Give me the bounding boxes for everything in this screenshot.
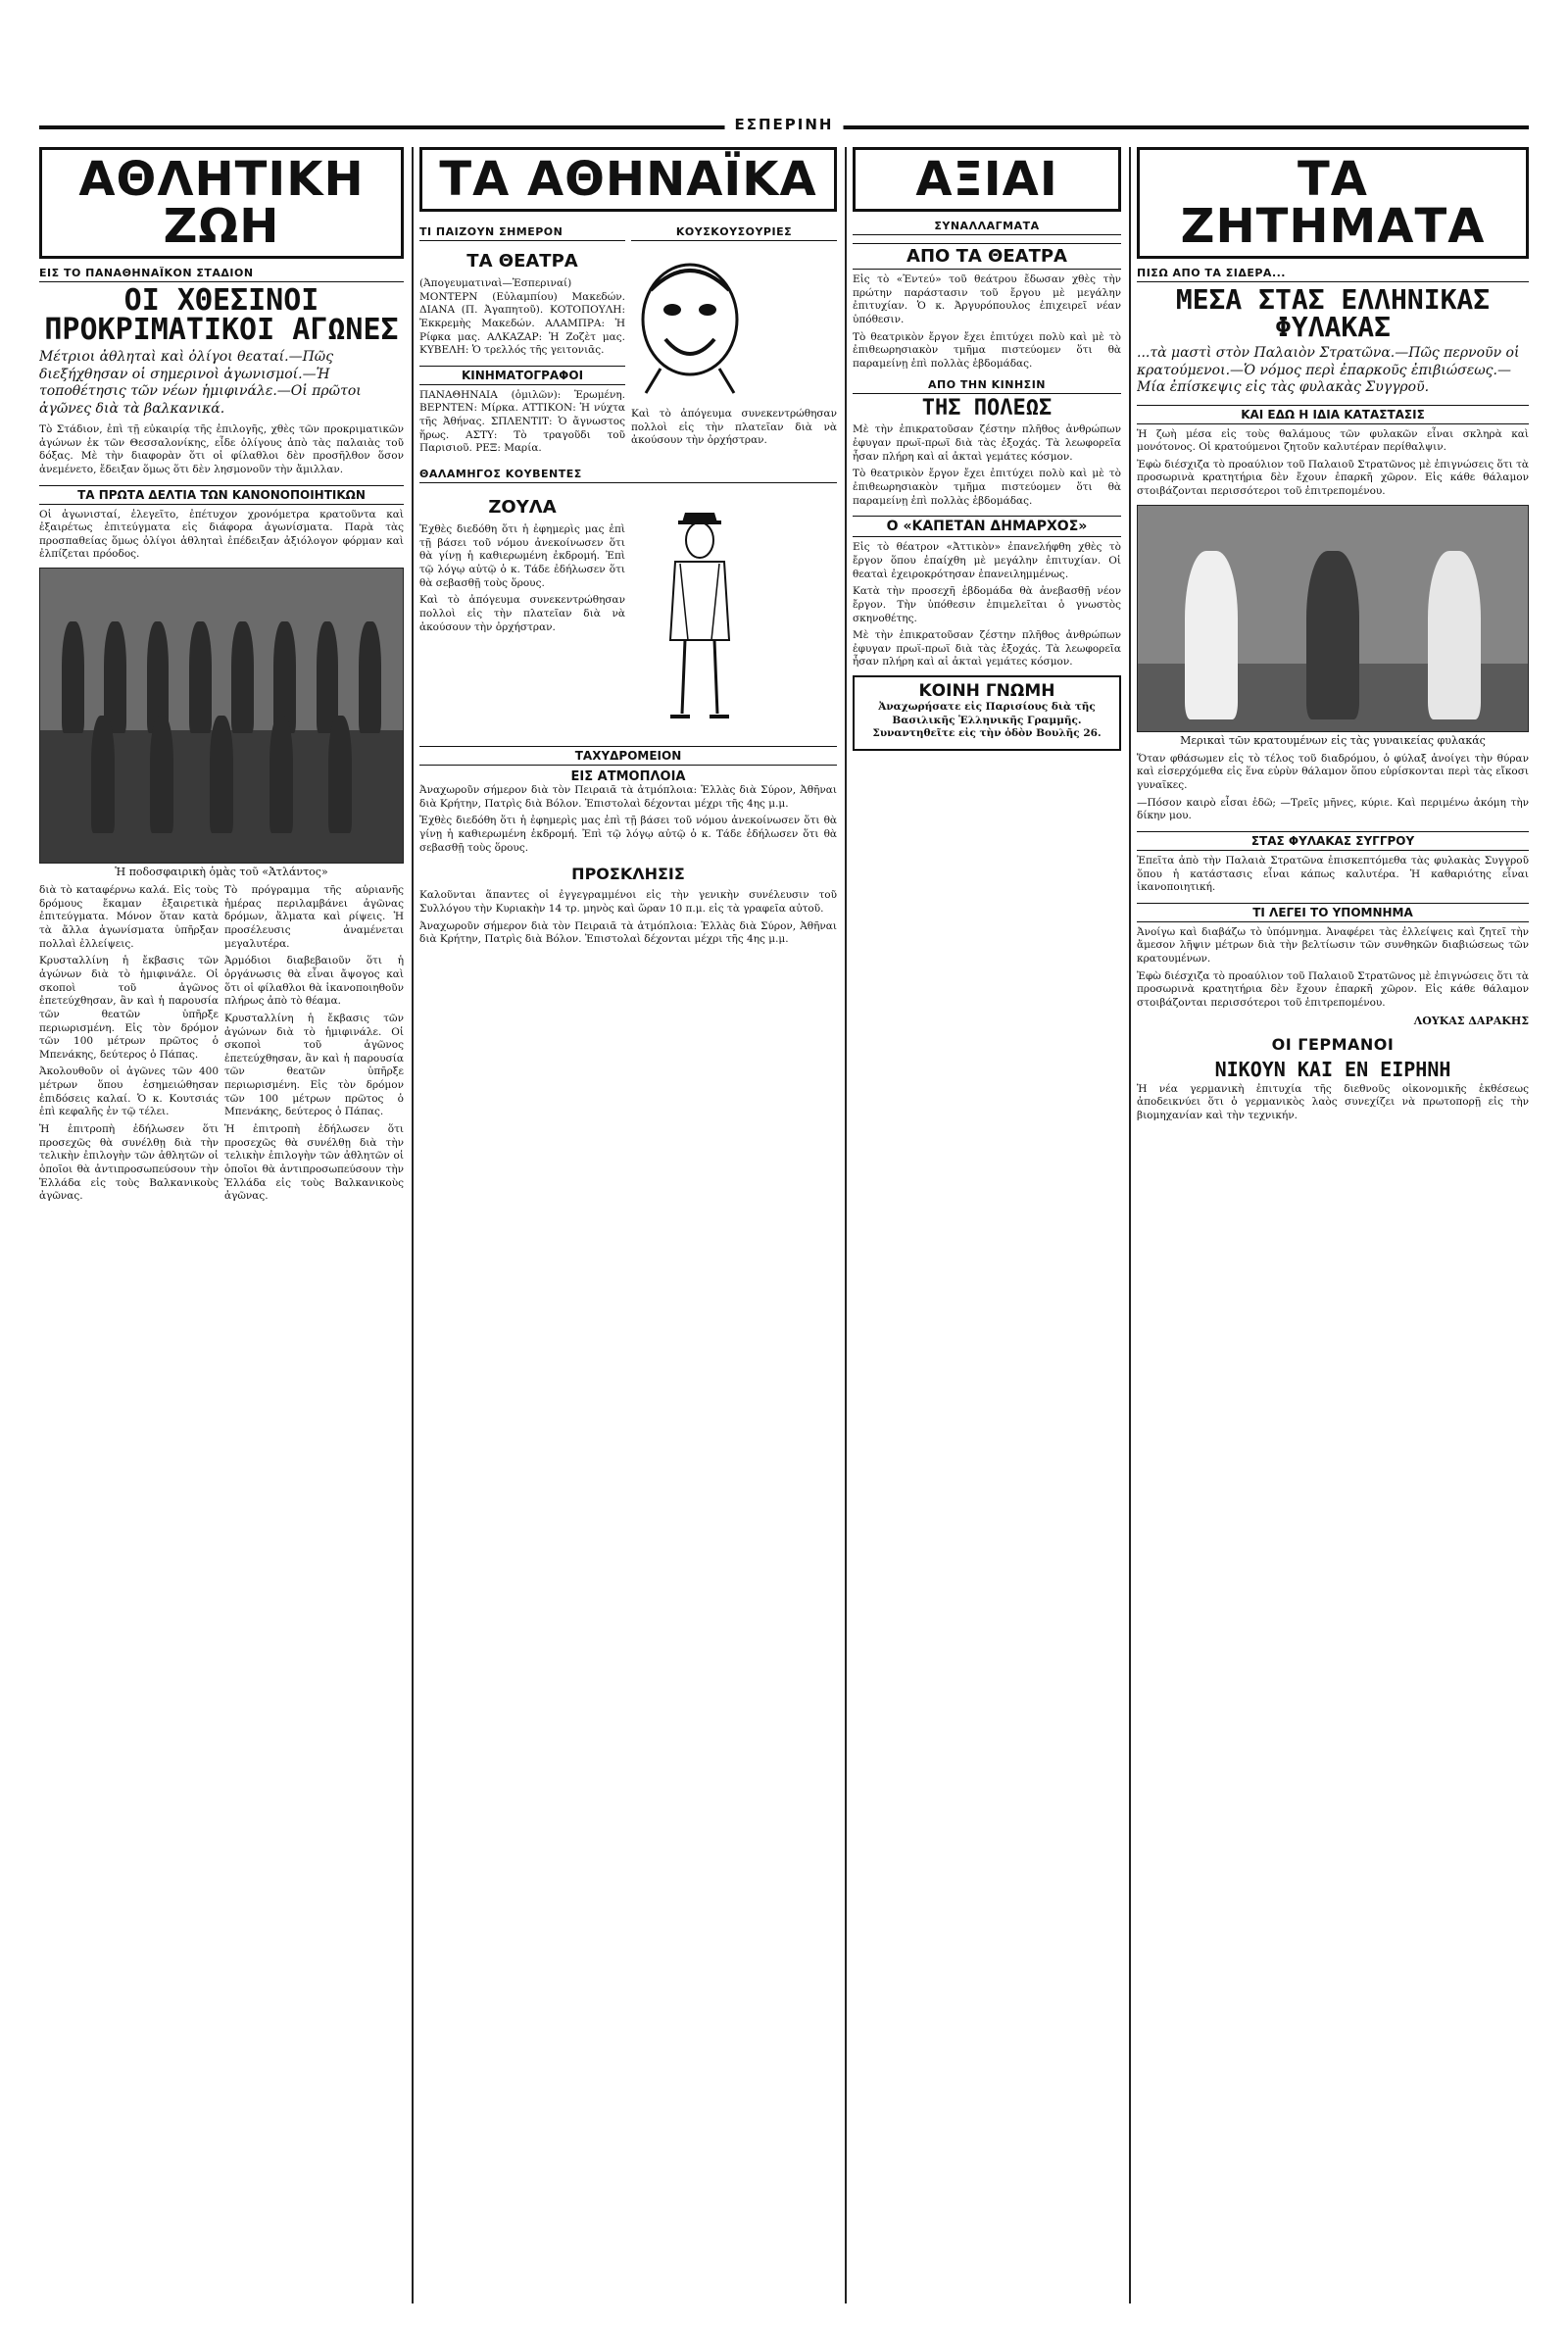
body-text: Τὸ θεατρικὸν ἔργον ἔχει ἐπιτύχει πολὺ καὶ μὲ τὸ ἐπιθεωρησιακὸν τμῆμα πιστεύομεν ὅτι θὰ παραμείνῃ ἐπὶ πολλὰς ἑβδομάδας. bbox=[853, 330, 1121, 370]
body-text: Κρυσταλλίνη ἡ ἔκβασις τῶν ἀγώνων διὰ τὸ ἡμιφινάλε. Οἱ σκοποὶ τοῦ ἀγῶνος ἐπετεύχθησαν, ἂν καὶ ἡ παρουσία τῶν θεατῶν ὑπῆρξε περιωρισμένη. Εἰς τὸν δρόμον τῶν 100 μέτρων πρῶτος ὁ Μπενάκης, δεύτερος ὁ Πάπας. bbox=[39, 955, 219, 1061]
photo-women-prisoners bbox=[1137, 505, 1529, 732]
section-banner-issues: ΤΑ ΖΗΤΗΜΑΤΑ bbox=[1137, 147, 1529, 259]
column-issues bbox=[1137, 147, 1529, 2303]
germans-heading: ΝΙΚΟΥΝ ΚΑΙ ΕΝ ΕΙΡΗΝΗ bbox=[1214, 1057, 1451, 1081]
body-text: Ἐπεῖτα ἀπὸ τὴν Παλαιὰ Στρατῶνα ἐπισκεπτόμεθα τὰς φυλακὰς Συγγροῦ ὅπου ἡ κατάστασις εἶναι κάπως καλυτέρα. Ἡ καθαριότης εἶναι ἱκανοποιητική. bbox=[1137, 854, 1529, 894]
invitation-heading: ΠΡΟΣΚΛΗΣΙΣ bbox=[571, 865, 685, 884]
body-text: —Πόσον καιρὸ εἶσαι ἐδῶ; —Τρεῖς μῆνες, κύριε. Καὶ περιμένω ἀκόμη τὴν δίκην μου. bbox=[1137, 796, 1529, 822]
same-situation-heading: ΚΑΙ ΕΔΩ Η ΙΔΙΑ ΚΑΤΑΣΤΑΣΙΣ bbox=[1137, 405, 1529, 424]
kicker-gossip: ΚΟΥΣΚΟΥΣΟΥΡΙΕΣ bbox=[631, 223, 837, 241]
kicker-playing-today: ΤΙ ΠΑΙΖΟΥΝ ΣΗΜΕΡΟΝ bbox=[419, 223, 625, 241]
body-text: Ἀναχωροῦν σήμερον διὰ τὸν Πειραιᾶ τὰ ἀτμόπλοια: Ἑλλὰς διὰ Σύρον, Ἀθῆναι διὰ Κρήτην, Πατρὶς διὰ Βόλον. Ἐπιστολαὶ δέχονται μέχρι τῆς 4ης μ.μ. bbox=[419, 784, 837, 810]
body-text: Καλοῦνται ἅπαντες οἱ ἐγγεγραμμένοι εἰς τὴν γενικὴν συνέλευσιν τοῦ Συλλόγου τὴν Κυριακὴν 14 τρ. μηνὸς καὶ ὥραν 10 π.μ. εἰς τὰ γραφεῖα αὐτοῦ. bbox=[419, 889, 837, 915]
ad-heading: ΚΟΙΝΗ ΓΝΩΜΗ bbox=[918, 681, 1055, 702]
body-text: διὰ τὸ καταφέρνω καλά. Εἰς τοὺς δρόμους ἔκαμαν ἐξαιρετικὰ ἐπιτεύγματα. Μόνον ὅταν κατὰ τὰ ἄλλα ἀγωνίσματα ὑπῆρξαν πολλαὶ ἐλλείψεις. bbox=[39, 884, 219, 950]
column-athenian bbox=[419, 147, 837, 2303]
body-text: Οἱ ἀγωνισταί, ἐλεγεῖτο, ἐπέτυχον χρονόμετρα κρατοῦντα καὶ ἐξαιρέτως ἐπιτεύγματα εἰς διάφορα ἀγωνίσματα. Παρὰ τὰς προσπαθείας ὅμως ὀλίγοι ἀθληταὶ ἐπέδειξαν ἀξιόλογον φόρμαν καὶ ἐλπίζεται πρόοδος. bbox=[39, 508, 404, 561]
body-text: Καὶ τὸ ἀπόγευμα συνεκεντρώθησαν πολλοὶ εἰς τὴν πλατεῖαν διὰ νὰ ἀκούσουν τὴν ὀρχήστραν. bbox=[419, 594, 625, 633]
body-text: Ἐχθὲς διεδόθη ὅτι ἡ ἐφημερὶς μας ἐπὶ τῇ βάσει τοῦ νόμου ἀνεκοίνωσεν ὅτι θὰ γίνῃ ἡ καθιερωμένη ἐκδρομή. Ἐπὶ τῷ λόγῳ αὐτῷ ὁ κ. Τάδε ἐδήλωσεν ὅτι θὰ σεβασθῇ τοὺς ὅρους. bbox=[419, 815, 837, 854]
headline-prisons: ΜΕΣΑ ΣΤΑΣ ΕΛΛΗΝΙΚΑΣ ΦΥΛΑΚΑΣ bbox=[1175, 283, 1491, 343]
fashion-sketch-illustration bbox=[631, 493, 768, 728]
body-text: Κρυσταλλίνη ἡ ἔκβασις τῶν ἀγώνων διὰ τὸ ἡμιφινάλε. Οἱ σκοποὶ τοῦ ἀγῶνος ἐπετεύχθησαν, ἂν καὶ ἡ παρουσία τῶν θεατῶν ὑπῆρξε περιωρισμένη. Εἰς τὸν δρόμον τῶν 100 μέτρων πρῶτος ὁ Μπενάκης, δεύτερος ὁ Πάπας. bbox=[224, 1012, 404, 1118]
city-heading: ΤΗΣ ΠΟΛΕΩΣ bbox=[921, 396, 1053, 421]
column-divider bbox=[845, 147, 847, 2303]
kicker-conversations: ΘΑΛΑΜΗΓΟΣ ΚΟΥΒΕΝΤΕΣ bbox=[419, 466, 837, 483]
kicker-stadium: ΕΙΣ ΤΟ ΠΑΝΑΘΗΝΑΪΚΟΝ ΣΤΑΔΙΟΝ bbox=[39, 265, 404, 282]
deck-prisons: ...τὰ μαστὶ στὸν Παλαιὸν Στρατῶνα.—Πῶς περνοῦν οἱ κρατούμενοι.—Ὁ νόμος περὶ ἐπαρκοῦς ἐπιβιώσεως.—Μία ἐπίσκεψις εἰς τὰς φυλακὰς Συγγροῦ. bbox=[1137, 345, 1520, 395]
body-text: Τὸ πρόγραμμα τῆς αὐριανῆς ἡμέρας περιλαμβάνει ἀγῶνας δρόμων, ἅλματα καὶ ρίψεις. Ἡ προσέλευσις ἀναμένεται μεγαλυτέρα. bbox=[224, 884, 404, 950]
column-athletic-life bbox=[39, 147, 404, 2303]
newspaper-name: ΕΣΠΕΡΙΝΗ bbox=[725, 116, 844, 133]
body-text: Ἀκολουθοῦν οἱ ἀγῶνες τῶν 400 μέτρων ὅπου ἐσημειώθησαν ἐπιδόσεις καλαί. Ὁ κ. Κουτσιάς ἐπὶ κεφαλῆς ἐν τῷ τέλει. bbox=[39, 1065, 219, 1118]
body-text: Ἐφὼ διέσχιζα τὸ προαύλιον τοῦ Παλαιοῦ Στρατῶνος μὲ ἐπιγνώσεις ὅτι τὰ προσωρινὰ κρατητήρια δὲν ἔχουν ἐπαρκῆ χῶρον. Εἰς κάθε θάλαμον στοιβάζονται περισσότεροι τοῦ ἐπιτρεπομένου. bbox=[1137, 458, 1529, 498]
syggrou-heading: ΣΤΑΣ ΦΥΛΑΚΑΣ ΣΥΓΓΡΟΥ bbox=[1137, 831, 1529, 851]
body-text: Κατὰ τὴν προσεχῆ ἑβδομάδα θὰ ἀνεβασθῇ νέον ἔργον. Τὴν ὑπόθεσιν ἐπιμελεῖται ὁ γνωστὸς σκηνοθέτης. bbox=[853, 585, 1121, 624]
deck-athletic: Μέτριοι ἀθληταὶ καὶ ὀλίγοι θεαταί.—Πῶς διεξήχθησαν οἱ σημερινοὶ ἀγωνισμοί.—Ἡ τοποθέτησις τῶν νέων ἡμιφινάλε.—Οἱ πρῶτοι ἀγῶνες διὰ τὰ βαλκανικά. bbox=[39, 349, 362, 417]
body-text: Ὅταν φθάσωμεν εἰς τὸ τέλος τοῦ διαδρόμου, ὁ φύλαξ ἀνοίγει τὴν θύραν καὶ εἰσερχόμεθα εἰς ἕνα εὐρὺν θάλαμον ὅπου εὑρίσκονται περὶ τὰς εἴκοσι γυναῖκες. bbox=[1137, 752, 1529, 791]
section-banner-athenian: ΤΑ ΑΘΗΝΑΪΚΑ bbox=[419, 147, 837, 212]
germans-kicker: ΟΙ ΓΕΡΜΑΝΟΙ bbox=[1271, 1034, 1395, 1054]
author-signature: ΛΟΥΚΑΣ ΔΑΡΑΚΗΣ bbox=[1413, 1014, 1529, 1027]
column-divider bbox=[412, 147, 414, 2303]
post-heading: ΤΑΧΥΔΡΟΜΕΙΟΝ bbox=[419, 746, 837, 766]
masthead bbox=[0, 116, 1568, 139]
body-text: Ἡ νέα γερμανικὴ ἐπιτυχία τῆς διεθνοῦς οἰκονομικῆς ἐκθέσεως ἀποδεικνύει ὅτι ὁ γερμανικὸς λαὸς συνεχίζει νὰ πρωτοπορῇ εἰς τὴν βιομηχανίαν καὶ τὴν τεχνικήν. bbox=[1137, 1082, 1529, 1121]
body-text: Ἀναχωροῦν σήμερον διὰ τὸν Πειραιᾶ τὰ ἀτμόπλοια: Ἑλλὰς διὰ Σύρον, Ἀθῆναι διὰ Κρήτην, Πατρὶς διὰ Βόλον. Ἐπιστολαὶ δέχονται μέχρι τῆς 4ης μ.μ. bbox=[419, 919, 837, 946]
body-text: Καὶ τὸ ἀπόγευμα συνεκεντρώθησαν πολλοὶ εἰς τὴν πλατεῖαν διὰ νὰ ἀκούσουν τὴν ὀρχήστραν. bbox=[631, 408, 837, 447]
photo-caption: Ἡ ποδοσφαιρικὴ ὁμὰς τοῦ «Ἀτλάντος» bbox=[115, 866, 328, 879]
body-text: Μὲ τὴν ἐπικρατοῦσαν ζέστην πλῆθος ἀνθρώπων ἐφυγαν πρωϊ-πρωϊ διὰ τὰς ἐξοχάς. Τὰ λεωφορεῖα ἦσαν πλήρη καὶ αἱ ἀκταὶ γεμάτες κόσμον. bbox=[853, 423, 1121, 463]
column-values bbox=[853, 147, 1121, 2303]
theatres-heading: ΤΑ ΘΕΑΤΡΑ bbox=[466, 251, 578, 272]
body-text: Ἀρμόδιοι διαβεβαιοῦν ὅτι ἡ ὀργάνωσις θὰ εἶναι ἄψογος καὶ ὅτι οἱ φίλαθλοι θὰ ἱκανοποιηθοῦν πλήρως ἀπὸ τὸ θέαμα. bbox=[224, 955, 404, 1008]
ad-box bbox=[853, 675, 1121, 751]
cinema-list: ΠΑΝΑΘΗΝΑΙΑ (ὁμιλῶν): Ἑρωμένη. ΒΕΡΝΤΕΝ: Μίρκα. ΑΤΤΙΚΟΝ: Ἡ νύχτα τῆς Ἀθήνας. ΣΠΛΕΝΤΙΤ: Ὁ ἄγνωστος ἥρως. ΑΣΤΥ: Τὸ τραγοῦδι τοῦ Παρισιοῦ. ΡΕΞ: Μαρία. bbox=[419, 388, 625, 455]
subhead-athletic: ΤΑ ΠΡΩΤΑ ΔΕΛΤΙΑ ΤΩΝ ΚΑΝΟΝΟΠΟΙΗΤΙΚΩΝ bbox=[39, 485, 404, 505]
theatre-heading: ΑΠΟ ΤΑ ΘΕΑΤΡΑ bbox=[853, 243, 1121, 270]
body-text: Ἡ ἐπιτροπὴ ἐδήλωσεν ὅτι προσεχῶς θὰ συνέλθῃ διὰ τὴν τελικὴν ἐπιλογὴν τῶν ἀθλητῶν οἱ ὁποῖοι θὰ ἀντιπροσωπεύσουν τὴν Ἑλλάδα εἰς τοὺς Βαλκανικοὺς ἀγῶνας. bbox=[39, 1123, 219, 1203]
body-text: Ἡ ἐπιτροπὴ ἐδήλωσεν ὅτι προσεχῶς θὰ συνέλθῃ διὰ τὴν τελικὴν ἐπιλογὴν τῶν ἀθλητῶν οἱ ὁποῖοι θὰ ἀντιπροσωπεύσουν τὴν Ἑλλάδα εἰς τοὺς Βαλκανικοὺς ἀγῶνας. bbox=[224, 1123, 404, 1203]
body-text: Ἀνοίγω καὶ διαβάζω τὸ ὑπόμνημα. Ἀναφέρει τὰς ἐλλείψεις καὶ ζητεῖ τὴν ἄμεσον λῆψιν μέτρων διὰ τὴν βελτίωσιν τῶν συνθηκῶν διαβιώσεως τῶν κρατουμένων. bbox=[1137, 925, 1529, 966]
body-text: Ἐφὼ διέσχιζα τὸ προαύλιον τοῦ Παλαιοῦ Στρατῶνος μὲ ἐπιγνώσεις ὅτι τὰ προσωρινὰ κρατητήρια δὲν ἔχουν ἐπαρκῆ χῶρον. Εἰς κάθε θάλαμον στοιβάζονται περισσότεροι τοῦ ἐπιτρεπομένου. bbox=[1137, 969, 1529, 1010]
kicker-behind-bars: ΠΙΣΩ ΑΠΟ ΤΑ ΣΙΔΕΡΑ... bbox=[1137, 265, 1529, 282]
body-text: Μὲ τὴν ἐπικρατοῦσαν ζέστην πλῆθος ἀνθρώπων ἐφυγαν πρωϊ-πρωϊ διὰ τὰς ἐξοχάς. Τὰ λεωφορεῖα ἦσαν πλήρη καὶ αἱ ἀκταὶ γεμάτες κόσμον. bbox=[853, 629, 1121, 669]
cinema-heading: ΚΙΝΗΜΑΤΟΓΡΑΦΟΙ bbox=[419, 366, 625, 385]
photo-football-team bbox=[39, 568, 404, 864]
photo-caption: Μερικαὶ τῶν κρατουμένων εἰς τὰς γυναικείας φυλακάς bbox=[1180, 733, 1486, 747]
section-banner-athletic: ΑΘΛΗΤΙΚΗ ΖΩΗ bbox=[39, 147, 404, 259]
body-text: Ἐχθὲς διεδόθη ὅτι ἡ ἐφημερὶς μας ἐπὶ τῇ βάσει τοῦ νόμου ἀνεκοίνωσεν ὅτι θὰ γίνῃ ἡ καθιερωμένη ἐκδρομή. Ἐπὶ τῷ λόγῳ αὐτῷ ὁ κ. Τάδε ἐδήλωσεν ὅτι θὰ σεβασθῇ τοὺς ὅρους. bbox=[419, 523, 625, 589]
post-subheading: ΕΙΣ ΑΤΜΟΠΛΟΙΑ bbox=[570, 769, 686, 785]
headline-athletic: ΟΙ ΧΘΕΣΙΝΟΙ ΠΡΟΚΡΙΜΑΤΙΚΟΙ ΑΓΩΝΕΣ bbox=[44, 283, 399, 347]
body-text: Ἡ ζωὴ μέσα εἰς τοὺς θαλάμους τῶν φυλακῶν εἶναι σκληρὰ καὶ μονότονος. Οἱ κρατούμενοι ζητοῦν καλυτέραν περίθαλψιν. bbox=[1137, 427, 1529, 454]
mayor-heading: Ο «ΚΑΠΕΤΑΝ ΔΗΜΑΡΧΟΣ» bbox=[853, 516, 1121, 537]
ad-text: Ἀναχωρήσατε εἰς Παρισίους διὰ τῆς Βασιλικῆς Ἑλληνικῆς Γραμμῆς. Συναντηθεῖτε εἰς τὴν ὁδὸν Βουλῆς 26. bbox=[872, 701, 1102, 740]
section-banner-values: ΑΞΙΑΙ bbox=[853, 147, 1121, 212]
body-text: Τὸ θεατρικὸν ἔργον ἔχει ἐπιτύχει πολὺ καὶ μὲ τὸ ἐπιθεωρησιακὸν τμῆμα πιστεύομεν ὅτι θὰ παραμείνῃ ἐπὶ πολλὰς ἑβδομάδας. bbox=[853, 468, 1121, 507]
theatre-mask-illustration bbox=[631, 251, 749, 398]
body-text: Τὸ Στάδιον, ἐπὶ τῇ εὐκαιρίᾳ τῆς ἐπιλογῆς, χθὲς τῶν προκριματικῶν ἀγώνων ἐκ τῶν Θεσσαλονίκης, εἶδε ὀλίγους ἀπὸ τὰς παλαιὰς τοῦ δόξας. Μὲ τὴν διαφορὰν ὅτι οἱ φίλαθλοι δὲν προσῆλθον ὅσον ἀνεμένετο, ἔδειξαν ὅμως ὅτι δὲν λησμονοῦν τὴν ἄμιλλαν. bbox=[39, 423, 404, 475]
body-text: Εἰς τὸ «Ἐντεύ» τοῦ θεάτρου ἔδωσαν χθὲς τὴν πρώτην παράστασιν τοῦ ἔργου μὲ μεγάλην ἐπιτυχίαν. Ὁ κ. Ἀργυρόπουλος ἐπιχειρεῖ νέαν ὑπόθεσιν. bbox=[853, 273, 1121, 325]
kicker-city-movement: ΑΠΟ ΤΗΝ ΚΙΝΗΣΙΝ bbox=[853, 376, 1121, 394]
zoula-heading: ΖΟΥΛΑ bbox=[488, 497, 557, 519]
memo-heading: ΤΙ ΛΕΓΕΙ ΤΟ ΥΠΟΜΝΗΜΑ bbox=[1137, 903, 1529, 922]
theatres-list: (Ἀπογευματιναὶ—Ἑσπεριναί) ΜΟΝΤΕΡΝ (Εὐλαμπίου) Μακεδών. ΔΙΑΝΑ (Π. Ἀγαπητοῦ). ΚΟΤΟΠΟΥΛΗ: Ἐκκρεμὴς Μακεδών. ΑΛΑΜΠΡΑ: Ἡ Ρίφκα μας. ΑΛΚΑΖΑΡ: Ἡ Ζοζὲτ μας. ΚΥΒΕΛΗ: Ὁ τρελλός τῆς γειτονιᾶς. bbox=[419, 277, 625, 357]
kicker-exchange: ΣΥΝΑΛΛΑΓΜΑΤΑ bbox=[853, 218, 1121, 235]
body-text: Εἰς τὸ θέατρον «Ἀττικὸν» ἐπανελήφθη χθὲς τὸ ἔργον ὅπου ἐπαίχθη μὲ μεγάλην ἐπιτυχίαν. Οἱ θεαταὶ ἐχειροκρότησαν ἐπανειλημμένως. bbox=[853, 541, 1121, 580]
column-divider bbox=[1129, 147, 1131, 2303]
